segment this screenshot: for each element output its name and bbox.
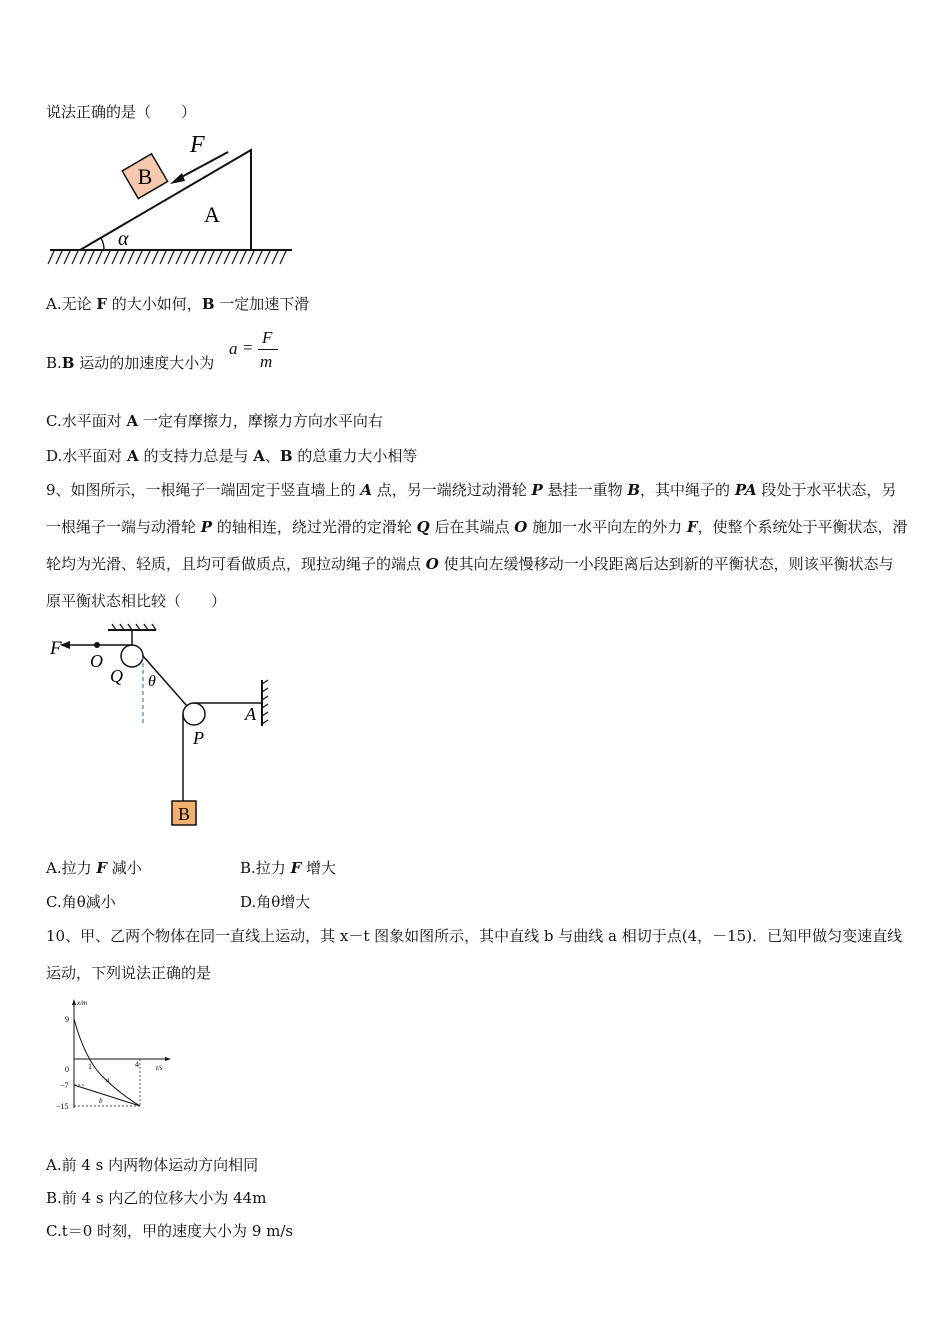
q9-option-c[interactable]: C.角θ减小 [46, 893, 116, 911]
q9-option-d[interactable]: D.角θ增大 [240, 893, 311, 911]
q8-option-a[interactable]: A.无论 F 的大小如何，B 一定加速下滑 [46, 295, 310, 313]
q8-incline-figure [46, 130, 296, 270]
q10-option-c[interactable]: C.t＝0 时刻，甲的速度大小为 9 m/s [46, 1222, 294, 1240]
svg-text:t/s: t/s [156, 1064, 163, 1072]
angle-label: α [118, 228, 129, 250]
q10-option-a[interactable]: A.前 4 s 内两物体运动方向相同 [46, 1156, 259, 1174]
q9-option-b[interactable]: B.拉力 F 增大 [240, 859, 336, 877]
svg-text:0: 0 [65, 1065, 69, 1074]
q8-option-b[interactable]: B.B 运动的加速度大小为 [46, 354, 215, 372]
svg-text:θ: θ [148, 673, 156, 690]
svg-text:9: 9 [65, 1015, 69, 1024]
pulley-p [183, 703, 205, 725]
svg-text:F: F [50, 638, 62, 659]
svg-text:Q: Q [110, 666, 123, 686]
q9-option-a[interactable]: A.拉力 F 减小 [46, 859, 142, 877]
q10-stem: 10、甲、乙两个物体在同一直线上运动，其 x－t 图象如图所示，其中直线 b 与曲线 a 相切于点(4，－15)．已知甲做匀变速直线运动，下列说法正确的是 [46, 927, 903, 982]
pulley-q [121, 645, 143, 667]
svg-text:A: A [245, 704, 256, 724]
svg-text:−15: −15 [56, 1102, 69, 1111]
q9-pulley-figure [44, 620, 284, 832]
wedge-label: A [204, 202, 220, 227]
svg-text:a: a [106, 1076, 110, 1084]
q10-xt-graph [55, 996, 175, 1118]
svg-text:1: 1 [88, 1062, 92, 1071]
wedge-a [80, 150, 251, 250]
line-b [74, 1085, 140, 1106]
svg-text:B: B [177, 804, 191, 824]
q9-stem: 9、如图所示，一根绳子一端固定于竖直墙上的 A 点，另一端绕过动滑轮 P 悬挂一重物 B，其中绳子的 PA 段处于水平状态，另一根绳子一端与动滑轮 P 的轴相连，绕过光滑的定滑轮 Q 后在其端点 O 施加一水平向左的外力 F，使整个系统处于平衡状态，滑轮均为光滑、轻质，且均可看做质点，现拉动绳子的端点 O 使其向左缓慢移动一小段距离后达到新的平衡状态，则该平衡状态与原平衡状态相比较（ ） [46, 481, 908, 610]
q8-option-d[interactable]: D.水平面对 A 的支持力总是与 A、B 的总重力大小相等 [46, 447, 418, 465]
force-label: F [190, 132, 205, 158]
svg-text:−7: −7 [60, 1081, 69, 1090]
svg-text:x/m: x/m [77, 999, 88, 1007]
q8-stem-tail: 说法正确的是（ ） [46, 103, 197, 121]
q10-option-b[interactable]: B.前 4 s 内乙的位移大小为 44m [46, 1189, 267, 1207]
svg-text:b: b [99, 1097, 103, 1105]
svg-text:4: 4 [135, 1060, 139, 1069]
curve-a [74, 1019, 140, 1106]
block-b-label: B [137, 164, 153, 190]
q8-option-c[interactable]: C.水平面对 A 一定有摩擦力，摩擦力方向水平向右 [46, 412, 383, 430]
svg-text:P: P [193, 728, 204, 748]
svg-text:O: O [90, 651, 103, 671]
